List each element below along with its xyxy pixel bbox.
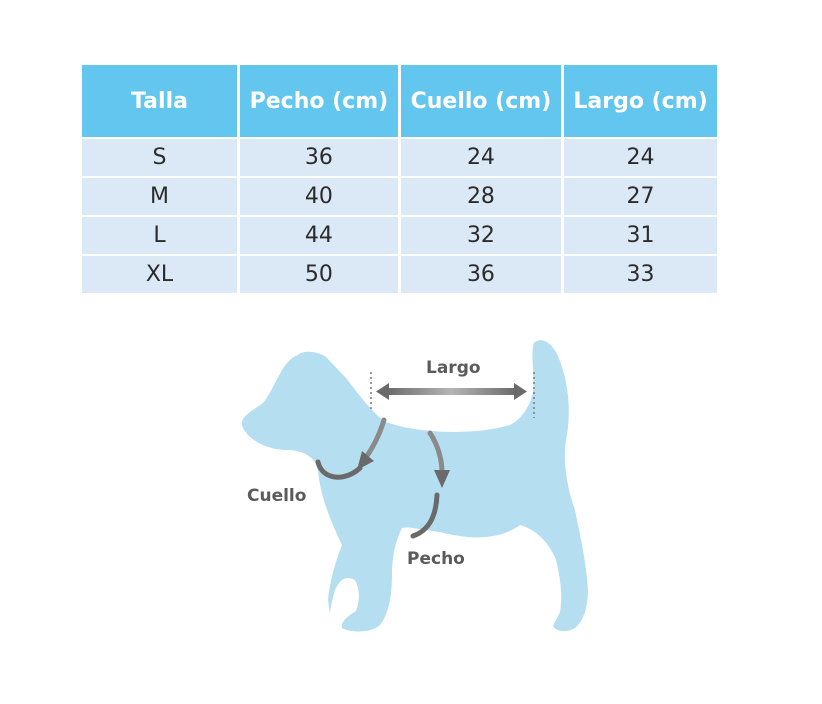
table-cell: 32 <box>401 217 561 254</box>
label-largo: Largo <box>426 358 481 378</box>
size-table <box>79 63 720 295</box>
label-cuello: Cuello <box>247 486 307 506</box>
table-cell: 50 <box>240 256 398 293</box>
column-header-talla: Talla <box>82 65 237 137</box>
table-cell: 24 <box>564 139 717 176</box>
table-cell: XL <box>82 256 237 293</box>
table-cell: M <box>82 178 237 215</box>
table-row <box>82 178 717 215</box>
table-row <box>82 217 717 254</box>
table-header-row <box>82 65 717 137</box>
table-row <box>82 256 717 293</box>
table-cell: 40 <box>240 178 398 215</box>
column-header-pecho: Pecho (cm) <box>240 65 398 137</box>
table-row <box>82 139 717 176</box>
column-header-largo: Largo (cm) <box>564 65 717 137</box>
largo-arrow-icon <box>376 383 527 400</box>
column-header-cuello: Cuello (cm) <box>401 65 561 137</box>
dog-measurement-diagram <box>236 335 596 635</box>
table-cell: 36 <box>401 256 561 293</box>
table-cell: 36 <box>240 139 398 176</box>
table-cell: 44 <box>240 217 398 254</box>
table-cell: 24 <box>401 139 561 176</box>
table-cell: 31 <box>564 217 717 254</box>
table-cell: 27 <box>564 178 717 215</box>
label-pecho: Pecho <box>407 549 465 569</box>
table-cell: S <box>82 139 237 176</box>
table-cell: 33 <box>564 256 717 293</box>
table-cell: L <box>82 217 237 254</box>
table-cell: 28 <box>401 178 561 215</box>
